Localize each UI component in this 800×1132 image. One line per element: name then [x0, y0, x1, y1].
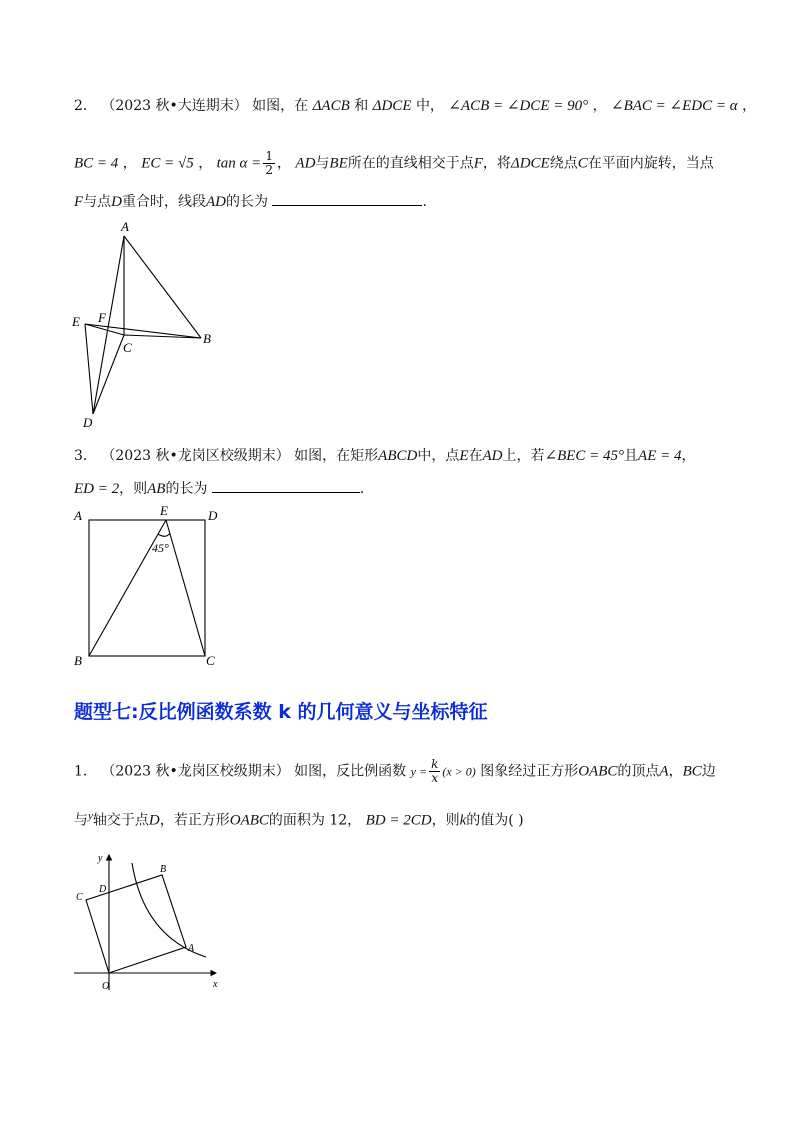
label-C: C: [206, 653, 215, 668]
seg-CD: [93, 335, 124, 414]
q3-math: ∠BEC = 45°: [544, 448, 625, 464]
q1-text: 轴交于点: [92, 812, 149, 829]
label-F: F: [98, 310, 106, 325]
q2-text: 绕点: [549, 155, 578, 172]
label-D: D: [99, 884, 107, 895]
label-A: A: [74, 508, 82, 523]
q1-number: 1．: [74, 763, 97, 780]
q3-math: ABCD: [378, 448, 418, 464]
q2-math: C: [577, 155, 588, 172]
label-O: O: [102, 981, 110, 992]
q3-math: AD: [482, 448, 503, 464]
hyperbola-curve: [132, 863, 206, 957]
seg-ED: [85, 324, 93, 414]
q1-answer-paren[interactable]: ( ): [508, 812, 524, 829]
q2-text: 和: [354, 98, 369, 114]
q1-text: 的面积为 12，: [268, 812, 362, 829]
q2-number: 2．: [74, 98, 97, 114]
q3-math: E: [459, 448, 469, 464]
q1-text: ，: [668, 763, 683, 780]
q1-math: BD = 2CD: [365, 812, 432, 829]
q2-text: 与点: [83, 194, 112, 210]
q1-math: y: [88, 810, 93, 822]
q2-math: D: [111, 194, 123, 210]
q3-figure: [70, 502, 220, 672]
label-D: D: [208, 508, 218, 523]
label-B: B: [160, 864, 167, 875]
q3-source: （2023 秋•龙岗区校级期末）: [101, 448, 290, 464]
label-C: C: [123, 340, 132, 355]
label-A: A: [121, 219, 129, 234]
q1-math: BC: [682, 763, 702, 780]
seg-EC: [166, 520, 205, 656]
q1-text: ，则: [431, 812, 460, 829]
q2-math: AD: [206, 194, 227, 210]
q2-line-3: [74, 191, 734, 212]
q2-text: 如图，在: [252, 98, 309, 114]
q3-text: ，则: [119, 481, 148, 497]
q1-text: 如图，反比例函数: [294, 763, 407, 780]
q2-line-2: [74, 150, 734, 177]
q1-math: (x > 0): [442, 764, 476, 779]
q2-text: 重合时，线段: [122, 194, 207, 210]
q3-text: ．: [359, 481, 374, 497]
label-D: D: [83, 415, 93, 430]
q3-text: 且: [624, 448, 639, 464]
q1-line-2: [74, 806, 734, 831]
q1-source: （2023 秋•龙岗区校级期末）: [101, 763, 290, 780]
q2-text: ，: [592, 98, 607, 114]
label-B: B: [203, 331, 211, 346]
q2-text: 中，: [415, 98, 444, 114]
section-heading: 题型七:反比例函数系数 k 的几何意义与坐标特征: [74, 701, 488, 723]
q2-text: 所在的直线相交于点: [347, 155, 474, 172]
q2-math: BC = 4: [74, 155, 119, 172]
label-A: A: [188, 943, 195, 954]
q2-math: ΔDCE: [372, 98, 412, 114]
q3-text: 的长为: [165, 481, 208, 497]
q2-line-1: [74, 96, 757, 116]
q2-math: ∠BAC = ∠EDC = α: [611, 98, 738, 114]
q2-text: 的长为: [226, 194, 269, 210]
q2-math: ΔACB: [312, 98, 350, 114]
q3-math: AE = 4: [638, 448, 682, 464]
q1-figure: [66, 845, 231, 995]
q2-math: F: [473, 155, 483, 172]
q1-text: 图象经过正方形: [480, 763, 579, 780]
label-B: B: [74, 653, 82, 668]
q3-text: 上，若: [502, 448, 545, 464]
q3-text: 在: [468, 448, 483, 464]
q2-text: 与: [315, 155, 330, 172]
q2-text: ．: [422, 194, 437, 210]
q3-line-2: [74, 478, 734, 499]
seg-EC: [85, 324, 124, 335]
label-E: E: [160, 503, 168, 518]
q2-text: ，: [742, 98, 757, 114]
q3-text: 如图，在矩形: [294, 448, 379, 464]
q2-text: ，: [276, 155, 291, 172]
q1-math: OABC: [229, 812, 269, 829]
q2-math: BE: [329, 155, 348, 172]
q1-text: 与: [74, 812, 88, 829]
q2-tan-fraction: $\frac{1}{2}$: [265, 149, 273, 177]
q2-source: （2023 秋•大连期末）: [101, 98, 248, 114]
q3-answer-blank[interactable]: [212, 478, 360, 493]
q1-text: 的顶点: [617, 763, 660, 780]
q3-line-1: [74, 446, 734, 466]
angle-arc: [158, 533, 170, 536]
q1-text: 边: [701, 763, 716, 780]
label-y: y: [98, 853, 103, 864]
q1-function-fraction: $\frac{k}{x}$: [431, 757, 439, 785]
q1-text: ，若正方形: [159, 812, 230, 829]
q1-math: OABC: [578, 763, 618, 780]
q2-text: 在平面内旋转，当点: [587, 155, 714, 172]
label-E: E: [72, 314, 80, 329]
q1-text: 的值为: [466, 812, 509, 829]
q2-text: ，: [122, 155, 137, 172]
q1-math: D: [148, 812, 160, 829]
q3-text: ，: [681, 448, 696, 464]
label-angle: 45°: [152, 541, 169, 555]
q3-math: AB: [147, 481, 166, 497]
q1-math: y =: [410, 764, 428, 779]
q1-line-1: [74, 758, 734, 785]
q2-math: tan α =: [216, 155, 262, 172]
q2-math: F: [74, 194, 84, 210]
q2-text: ，: [198, 155, 213, 172]
q3-number: 3．: [74, 448, 97, 464]
q2-math: EC = √5: [141, 155, 194, 172]
q2-text: ，将: [482, 155, 511, 172]
q2-answer-blank[interactable]: [272, 191, 422, 206]
q2-math: ΔDCE: [510, 155, 550, 172]
label-x: x: [213, 979, 218, 990]
q1-math: k: [459, 812, 467, 829]
q3-math: ED = 2: [74, 481, 120, 497]
seg-AB: [124, 236, 201, 338]
q2-math: ∠ACB = ∠DCE = 90°: [448, 98, 589, 114]
q1-math: A: [659, 763, 669, 780]
rect-ABCD: [89, 520, 205, 656]
label-C: C: [76, 892, 83, 903]
q3-text: 中，点: [417, 448, 460, 464]
q2-math: AD: [295, 155, 316, 172]
q2-figure: [60, 218, 230, 433]
